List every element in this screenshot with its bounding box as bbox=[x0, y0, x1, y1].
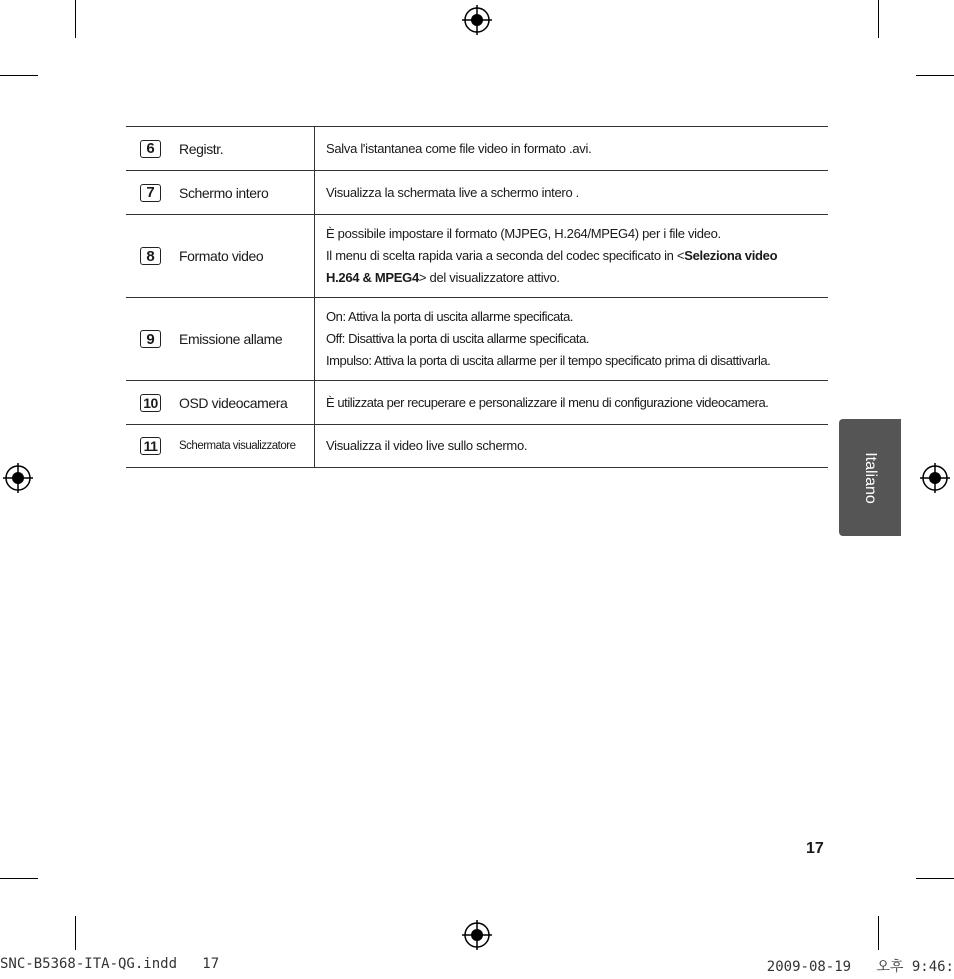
crop-mark bbox=[75, 0, 76, 38]
table-row bbox=[126, 381, 828, 425]
description-line: Il menu di scelta rapida varia a seconda del codec specificato in <Seleziona video bbox=[326, 248, 778, 263]
item-label: Formato video bbox=[179, 248, 264, 264]
registration-mark-icon bbox=[462, 5, 492, 35]
item-label: Schermo intero bbox=[179, 184, 269, 201]
item-description: È utilizzata per recuperare e personalizzare il menu di configurazione videocamera. bbox=[315, 381, 829, 425]
crop-mark bbox=[75, 916, 76, 950]
crop-mark bbox=[878, 916, 879, 950]
registration-mark-icon bbox=[3, 463, 33, 493]
table-row bbox=[126, 425, 828, 468]
item-label: Registr. bbox=[179, 140, 224, 157]
language-tab bbox=[839, 419, 901, 536]
description-line: Off: Disattiva la porta di uscita allarme specificata. bbox=[326, 331, 590, 346]
description-line: Impulso: Attiva la porta di uscita allarme per il tempo specificato prima di disattivarla. bbox=[326, 353, 771, 368]
item-number-badge: 10 bbox=[140, 394, 161, 412]
item-description: Visualizza il video live sullo schermo. bbox=[315, 425, 829, 468]
table-row bbox=[126, 298, 828, 381]
item-description: Salva l'istantanea come file video in formato .avi. bbox=[315, 127, 829, 171]
feature-table bbox=[126, 126, 828, 468]
crop-mark bbox=[0, 75, 38, 76]
footer-file-info: SNC-B5368-ITA-QG.indd 17 bbox=[0, 956, 220, 972]
item-number-badge: 11 bbox=[140, 437, 161, 455]
item-label: Emissione allame bbox=[179, 331, 283, 347]
item-number-badge: 7 bbox=[140, 184, 161, 202]
description-line: On: Attiva la porta di uscita allarme specificata. bbox=[326, 309, 574, 324]
item-number-badge: 9 bbox=[140, 330, 161, 348]
item-label: OSD videocamera bbox=[179, 394, 288, 411]
description-line: È possibile impostare il formato (MJPEG, H.264/MPEG4) per i file video. bbox=[326, 226, 721, 241]
item-label: Schermata visualizzatore bbox=[179, 440, 296, 452]
item-number-badge: 6 bbox=[140, 140, 161, 158]
item-description bbox=[315, 215, 829, 298]
item-description: Visualizza la schermata live a schermo intero . bbox=[315, 171, 829, 215]
description-line: H.264 & MPEG4> del visualizzatore attivo. bbox=[326, 270, 560, 285]
item-description bbox=[315, 298, 829, 381]
registration-mark-icon bbox=[462, 920, 492, 950]
language-tab-label: Italiano bbox=[862, 451, 879, 504]
footer-timestamp: 2009-08-19 오후 9:46: bbox=[766, 959, 954, 975]
crop-mark bbox=[916, 878, 954, 879]
item-number-badge: 8 bbox=[140, 247, 161, 265]
crop-mark bbox=[0, 878, 38, 879]
crop-mark bbox=[878, 0, 879, 38]
table-row bbox=[126, 127, 828, 171]
crop-mark bbox=[916, 75, 954, 76]
registration-mark-icon bbox=[920, 463, 950, 493]
table-row bbox=[126, 171, 828, 215]
page-number: 17 bbox=[806, 840, 824, 857]
table-row bbox=[126, 215, 828, 298]
